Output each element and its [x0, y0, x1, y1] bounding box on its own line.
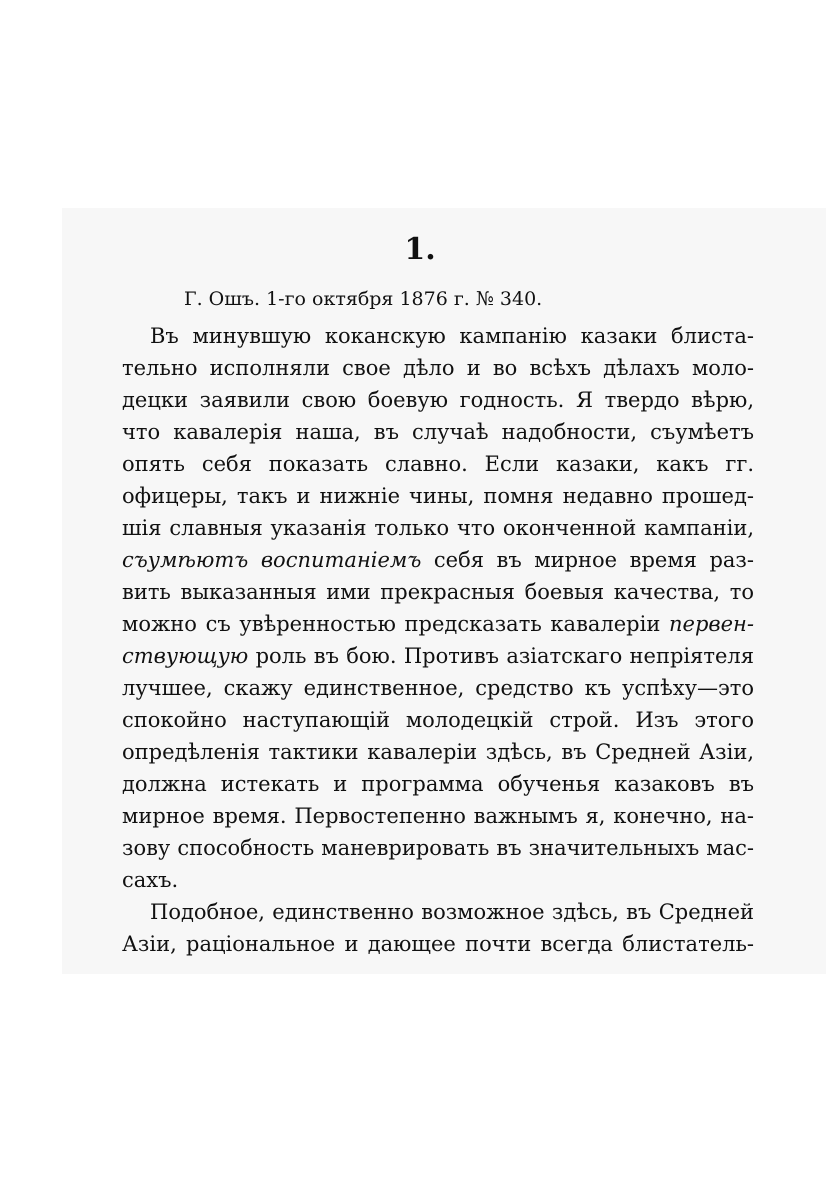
text-line [122, 544, 754, 576]
text-line: тельно исполняли свое дѣло и во всѣхъ дѣлахъ моло- [122, 356, 754, 380]
text-line: Въ минувшую коканскую кампанію казаки блиста- [150, 324, 754, 348]
text-line: лучшее, скажу единственное, средство къ успѣху—это [122, 676, 754, 700]
text-line: опять себя показать славно. Если казаки, какъ гг. [122, 452, 754, 476]
text-line: опредѣленія тактики кавалеріи здѣсь, въ Средней Азіи, [122, 740, 754, 764]
text-line: зову способность маневрировать въ значительныхъ мас- [122, 836, 754, 860]
text-line [122, 608, 754, 640]
text-line: что кавалерія наша, въ случаѣ надобности, съумѣетъ [122, 420, 754, 444]
text-line: мирное время. Первостепенно важнымъ я, конечно, на- [122, 804, 754, 828]
text-span: роль въ бою. Противъ азіатскаго непріятеля [248, 644, 754, 668]
text-line: Подобное, единственно возможное здѣсь, въ Средней [150, 900, 754, 924]
text-line: спокойно наступающій молодецкій строй. Изъ этого [122, 708, 754, 732]
dateline: Г. Ошъ. 1-го октября 1876 г. № 340. [184, 288, 543, 310]
text-line: Азіи, раціональное и дающее почти всегда блистатель- [122, 932, 754, 956]
text-span: себя въ мирное время раз- [421, 548, 754, 572]
text-line: офицеры, такъ и нижніе чины, помня недавно прошед- [122, 484, 754, 508]
text-span: можно съ увѣренностью предсказать кавалеріи [122, 612, 670, 636]
emphasis-text: первен- [669, 612, 754, 636]
text-line: шія славныя указанія только что оконченной кампаніи, [122, 516, 754, 540]
text-line: должна истекать и программа обученья казаковъ въ [122, 772, 754, 796]
text-line [122, 640, 754, 672]
text-line: сахъ. [122, 868, 179, 892]
section-number: 1. [404, 232, 436, 267]
text-line: вить выказанныя ими прекрасныя боевыя качества, то [122, 580, 754, 604]
text-line: децки заявили свою боевую годность. Я твердо вѣрю, [122, 388, 754, 412]
emphasis-text: съумѣютъ воспитаніемъ [122, 548, 422, 572]
emphasis-text: ствующую [122, 644, 249, 668]
